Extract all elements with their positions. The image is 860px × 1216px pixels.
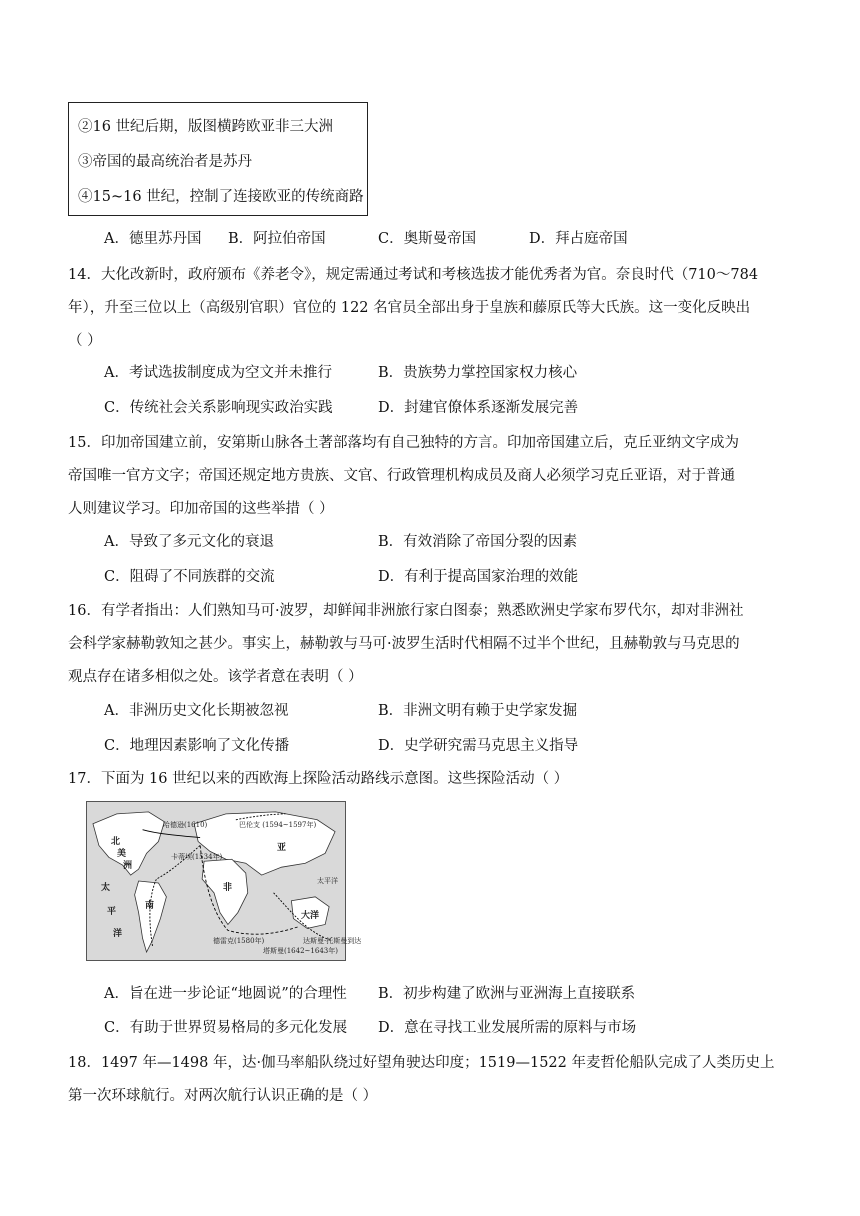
- q13-item-3: ③帝国的最高统治者是苏丹: [78, 154, 252, 170]
- q15-option-c: C．阻碍了不同族群的交流: [104, 569, 275, 585]
- map-label-pacific: 太平洋: [317, 877, 338, 885]
- q13-option-a: A．德里苏丹国: [104, 231, 202, 247]
- map-label-barents: 巴伦支 (1594~1597年): [239, 821, 317, 829]
- map-label-nan: 南: [145, 901, 155, 911]
- q14-stem-line-3: （ ）: [68, 333, 102, 349]
- q15-option-a: A．导致了多元文化的衰退: [104, 534, 274, 550]
- map-label-mei: 美: [117, 849, 127, 859]
- map-label-drake: 德雷克(1580年): [213, 937, 265, 945]
- q15-option-d: D．有利于提高国家治理的效能: [378, 569, 579, 585]
- map-label-tai: 太: [101, 883, 111, 893]
- q13-option-c: C．奥斯曼帝国: [378, 231, 477, 247]
- map-label-ya: 亚: [277, 843, 287, 853]
- q15-stem-line-1: 15．印加帝国建立前，安第斯山脉各土著部落均有自己独特的方言。印加帝国建立后，克丘亚纳文字成为: [68, 435, 739, 451]
- map-label-fei: 非: [223, 883, 233, 893]
- q18-stem-line-2: 第一次环球航行。对两次航行认识正确的是（ ）: [68, 1088, 378, 1104]
- q16-stem-line-1: 16．有学者指出：人们熟知马可·波罗，却鲜闻非洲旅行家白图泰；熟悉欧洲史学家布罗代尔，却对非洲社: [68, 603, 744, 619]
- q14-option-c: C．传统社会关系影响现实政治实践: [104, 400, 333, 416]
- q16-option-a: A．非洲历史文化长期被忽视: [104, 703, 289, 719]
- q15-option-b: B．有效消除了帝国分裂的因素: [378, 534, 578, 550]
- map-label-ping: 平: [107, 907, 117, 917]
- q16-stem-line-3: 观点存在诸多相似之处。该学者意在表明（ ）: [68, 669, 363, 685]
- map-label-zhou: 洲: [123, 861, 133, 871]
- map-label-bei: 北: [111, 837, 121, 847]
- map-label-dayang: 大洋: [301, 911, 320, 921]
- q14-stem-line-1: 14．大化改新时，政府颁布《养老令》，规定需通过考试和考核选拔才能优秀者为官。奈良时代（710～784: [68, 267, 759, 283]
- q16-option-d: D．史学研究需马克思主义指导: [378, 738, 579, 754]
- q13-option-d: D．拜占庭帝国: [529, 231, 628, 247]
- q16-stem-line-2: 会科学家赫勒敦知之甚少。事实上，赫勒敦与马可·波罗生活时代相隔不过半个世纪，且赫勒敦与马克思的: [68, 636, 740, 652]
- map-label-hudson: 哈德逊(1610): [163, 821, 208, 829]
- q17-option-d: D．意在寻找工业发展所需的原料与市场: [378, 1020, 637, 1036]
- q17-option-c: C．有助于世界贸易格局的多元化发展: [104, 1020, 348, 1036]
- q13-items-box: [68, 102, 368, 216]
- q13-item-4: ④15~16 世纪，控制了连接欧亚的传统商路: [78, 189, 364, 205]
- q13-item-2: ②16 世纪后期，版图横跨欧亚非三大洲: [78, 119, 334, 135]
- q14-option-b: B．贵族势力掌控国家权力核心: [378, 365, 578, 381]
- q17-option-a: A．旨在进一步论证“地圆说”的合理性: [104, 986, 347, 1002]
- q17-option-b: B．初步构建了欧洲与亚洲海上直接联系: [378, 986, 636, 1002]
- q16-option-b: B．非洲文明有赖于史学家发掘: [378, 703, 578, 719]
- q14-option-a: A．考试选拔制度成为空文并未推行: [104, 365, 332, 381]
- q14-option-d: D．封建官僚体系逐渐发展完善: [378, 400, 579, 416]
- map-label-cartier: 卡蒂埃(1534年): [171, 853, 223, 861]
- map-label-yang: 洋: [113, 929, 123, 939]
- q15-stem-line-3: 人则建议学习。印加帝国的这些举措（ ）: [68, 501, 334, 517]
- q17-stem-line-1: 17．下面为 16 世纪以来的西欧海上探险活动路线示意图。这些探险活动（ ）: [68, 771, 569, 787]
- map-label-arrival: 达斯曼·托斯曼到达: [303, 937, 362, 945]
- q14-stem-line-2: 年），升至三位以上（高级别官职）官位的 122 名官员全部出身于皇族和藤原氏等大氏族。这一变化反映出: [68, 300, 751, 316]
- exploration-route-map: [86, 801, 362, 961]
- map-label-tasman: 塔斯曼(1642~1643年): [263, 947, 338, 955]
- q18-stem-line-1: 18．1497 年—1498 年，达·伽马率船队绕过好望角驶达印度；1519—1522 年麦哲伦船队完成了人类历史上: [68, 1055, 775, 1071]
- q16-option-c: C．地理因素影响了文化传播: [104, 738, 290, 754]
- q15-stem-line-2: 帝国唯一官方文字；帝国还规定地方贵族、文官、行政管理机构成员及商人必须学习克丘亚语，对于普通: [68, 468, 735, 484]
- q13-option-b: B．阿拉伯帝国: [228, 231, 326, 247]
